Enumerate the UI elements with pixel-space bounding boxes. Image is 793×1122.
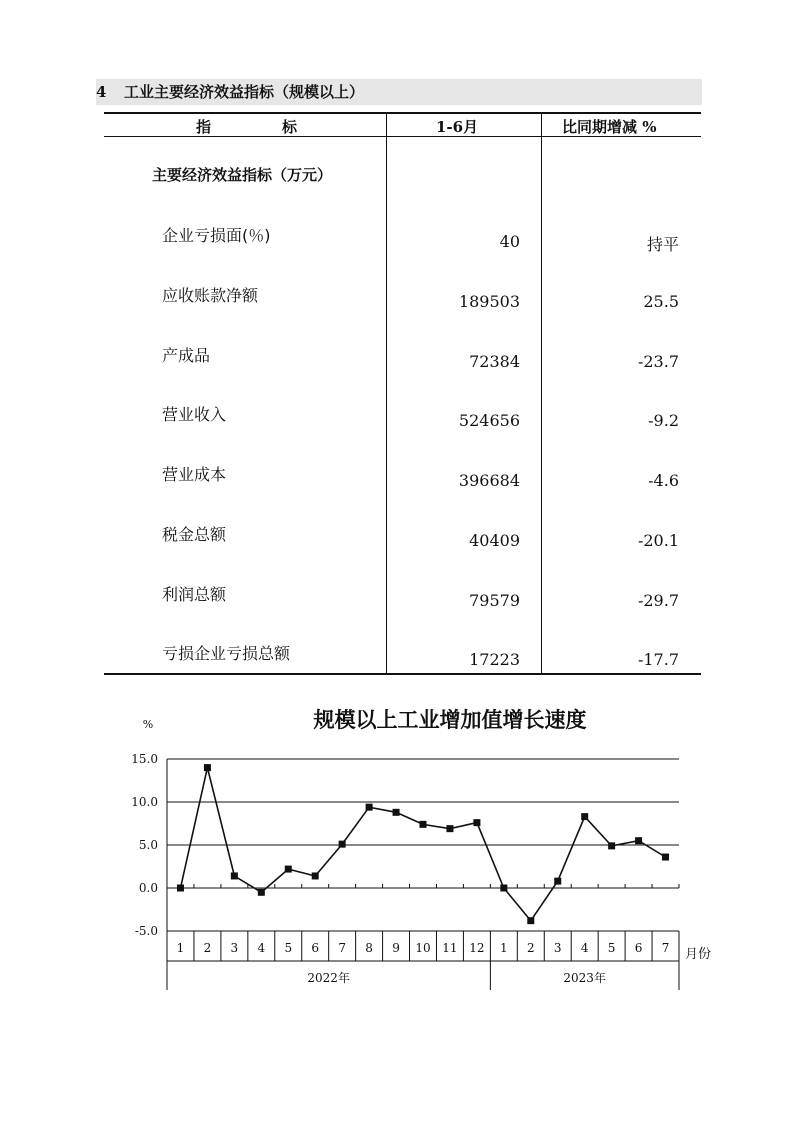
row-label: 利润总额	[162, 585, 227, 604]
section-number: 4	[96, 83, 107, 101]
data-point	[500, 885, 507, 892]
chart-title: 规模以上工业增加值增长速度	[313, 707, 587, 732]
x-tick-label: 1	[176, 941, 185, 955]
row-change: -29.7	[637, 591, 679, 610]
header-period: 1-6月	[436, 118, 479, 136]
year-group-labels	[307, 970, 606, 985]
row-label: 税金总额	[162, 525, 227, 544]
x-tick-label: 5	[607, 941, 616, 955]
y-tick-label: 10.0	[131, 795, 158, 809]
row-change: 25.5	[643, 292, 679, 311]
x-tick-label: 6	[634, 941, 643, 955]
y-axis-label: %	[142, 718, 154, 731]
x-tick-label: 3	[230, 941, 239, 955]
row-value: 17223	[469, 650, 520, 669]
row-value: 72384	[469, 352, 520, 371]
row-change: 持平	[646, 235, 679, 254]
data-point	[312, 872, 319, 879]
growth-chart	[0, 690, 793, 1010]
row-label: 亏损企业亏损总额	[162, 644, 291, 663]
y-tick-label: 0.0	[138, 881, 158, 895]
data-point	[446, 825, 453, 832]
header-yoy: 比同期增减 %	[562, 118, 657, 136]
x-tick-label: 1	[500, 941, 508, 955]
row-value: 40	[499, 232, 520, 251]
x-tick-label: 5	[284, 941, 293, 955]
x-tick-labels	[177, 941, 670, 955]
header-indicator-b: 标	[282, 118, 298, 136]
table-bottom-rule	[104, 673, 701, 675]
row-label: 营业收入	[162, 405, 227, 424]
row-value: 40409	[469, 531, 520, 550]
row-change: -4.6	[648, 471, 679, 490]
data-point	[231, 872, 238, 879]
data-point	[204, 764, 211, 771]
data-point	[473, 819, 480, 826]
section-title-text: 工业主要经济效益指标（规模以上）	[124, 83, 365, 101]
series-line	[181, 768, 666, 921]
data-point	[608, 842, 615, 849]
y-tick-labels	[131, 752, 158, 938]
data-point	[393, 809, 400, 816]
row-change: -9.2	[648, 411, 679, 430]
x-tick-label: 4	[257, 941, 266, 955]
x-tick-label: 7	[338, 941, 346, 955]
y-tick-label: -5.0	[134, 924, 158, 938]
x-tick-label: 7	[661, 941, 670, 955]
row-label: 应收账款净额	[162, 286, 259, 305]
data-point	[258, 889, 265, 896]
growth-series	[177, 764, 669, 924]
year-group-label: 2023年	[563, 971, 606, 985]
x-tick-label: 6	[311, 941, 320, 955]
data-point	[177, 885, 184, 892]
data-point	[554, 878, 561, 885]
x-axis-label: 月份	[685, 947, 712, 962]
x-tick-label: 8	[365, 941, 373, 955]
x-tick-label: 3	[553, 941, 562, 955]
data-point	[581, 813, 588, 820]
row-change: -20.1	[637, 531, 679, 550]
data-point	[339, 841, 346, 848]
chart-grid	[167, 759, 679, 845]
y-tick-label: 15.0	[131, 752, 158, 766]
data-point	[366, 804, 373, 811]
row-label: 产成品	[162, 346, 211, 365]
x-tick-label: 2	[203, 941, 212, 955]
header-indicator-a: 指	[196, 118, 212, 136]
indicator-table	[104, 112, 701, 675]
x-tick-label: 9	[392, 941, 400, 955]
x-tick-label: 4	[580, 941, 589, 955]
row-value: 524656	[458, 411, 520, 430]
x-tick-label: 10	[415, 941, 431, 955]
chart-axes	[167, 759, 679, 990]
row-change: -23.7	[637, 352, 679, 371]
data-point	[635, 837, 642, 844]
x-tick-label: 2	[526, 941, 535, 955]
data-point	[285, 866, 292, 873]
data-point	[420, 821, 427, 828]
table-top-rule	[104, 112, 701, 114]
data-point	[527, 917, 534, 924]
data-point	[662, 854, 669, 861]
row-change: -17.7	[637, 650, 679, 669]
row-value: 189503	[458, 292, 520, 311]
y-tick-label: 5.0	[138, 838, 158, 852]
row-label: 营业成本	[162, 465, 227, 484]
row-value: 396684	[458, 471, 520, 490]
x-tick-label: 12	[469, 941, 485, 955]
group-label: 主要经济效益指标（万元）	[152, 166, 333, 184]
x-tick-label: 11	[442, 941, 458, 955]
section-title	[96, 81, 364, 102]
year-group-label: 2022年	[307, 971, 350, 985]
row-label: 企业亏损面(％)	[162, 226, 271, 245]
row-value: 79579	[469, 591, 520, 610]
